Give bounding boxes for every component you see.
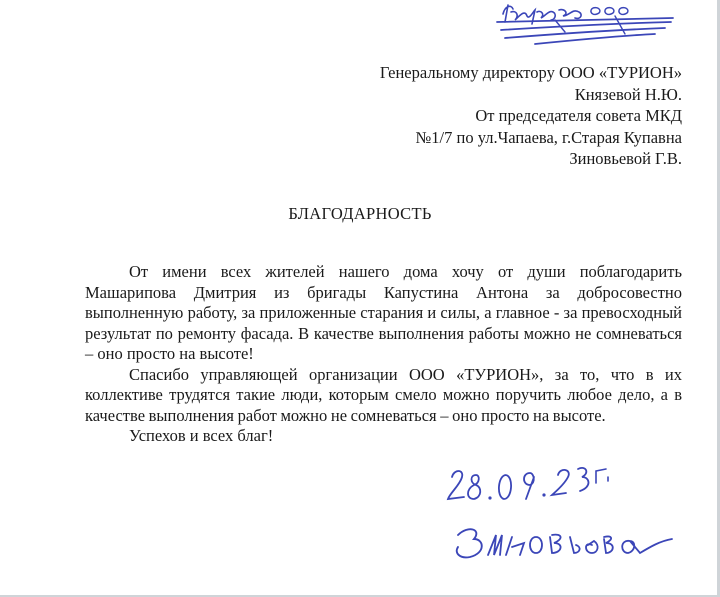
addressee-line: От председателя совета МКД <box>475 106 682 125</box>
letter-body <box>85 262 682 447</box>
addressee-line: Генеральному директору ООО «ТУРИОН» <box>379 63 682 82</box>
body-paragraph: Спасибо управляющей организации ООО «ТУРИОН», за то, что в их коллективе трудятся такие люди, которым смело можно поручить любое дело, а в качестве выполнения работ можно не сомневаться – оно просто на высоте. <box>85 364 682 425</box>
body-paragraph: Успехов и всех благ! <box>129 426 274 445</box>
handwritten-signature <box>440 455 680 595</box>
body-paragraph: От имени всех жителей нашего дома хочу от души поблагодарить Машарипова Дмитрия из бригады Капустина Антона за добросовестно выполненную работу, за приложенные старания и силы, а главное - за превосходный результат по ремонту фасада. В качестве выполнения работы можно не сомневаться – оно просто на высоте! <box>85 262 682 363</box>
handwritten-stamp <box>495 0 675 52</box>
addressee-line: Зиновьевой Г.В. <box>569 149 682 168</box>
addressee-line: №1/7 по ул.Чапаева, г.Старая Купавна <box>415 127 682 147</box>
addressee-line: Князевой Н.Ю. <box>574 84 682 104</box>
addressee-block <box>380 62 682 170</box>
document-title: БЛАГОДАРНОСТЬ <box>288 204 432 223</box>
